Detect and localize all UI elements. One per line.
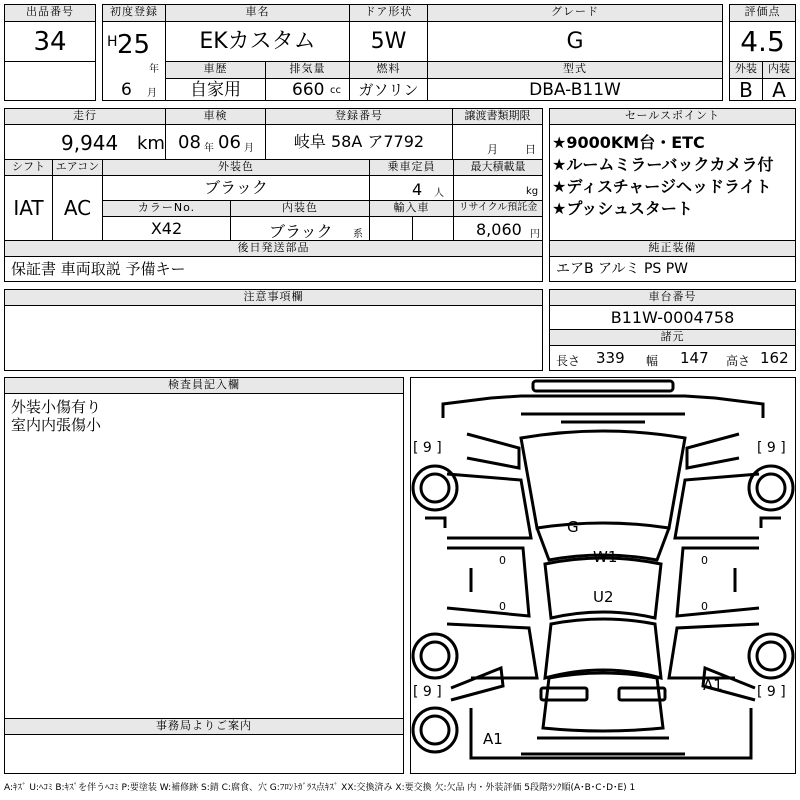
- damage-mark-a1-rear: A1: [483, 730, 503, 748]
- capacity-label: 乗車定員: [369, 159, 454, 176]
- transfer-label: 譲渡書類期限: [452, 108, 543, 125]
- dims-label: 諸元: [549, 329, 796, 346]
- tire-front-right: [ 9 ]: [757, 440, 786, 456]
- int-grade: A: [762, 78, 796, 101]
- dims-box: [549, 345, 796, 371]
- score-label: 評価点: [729, 4, 796, 22]
- car-name: EKカスタム: [165, 21, 350, 62]
- shift-label: シフト: [4, 159, 53, 176]
- load-label: 最大積載量: [453, 159, 543, 176]
- inspector-line-2: 室内内張傷小: [11, 416, 102, 434]
- color-label: 外装色: [102, 159, 370, 176]
- notes-label: 注意事項欄: [4, 289, 543, 306]
- chassis-number: B11W-0004758: [549, 305, 796, 330]
- length-label: 長さ: [556, 354, 581, 368]
- width-label: 幅: [646, 354, 659, 368]
- shift: IAT: [4, 175, 53, 241]
- intcolor-label: 内装色: [230, 200, 370, 217]
- inspector-area: [4, 393, 404, 719]
- reg-year-unit: 年: [149, 64, 159, 75]
- car-outline: [411, 378, 795, 773]
- recycle-label: リサイクル預託金: [453, 200, 543, 217]
- displacement-box: [265, 78, 350, 101]
- equipment: エアB アルミ PS PW: [549, 256, 796, 282]
- damage-mark-g: G: [567, 518, 579, 536]
- ext-grade: B: [729, 78, 763, 101]
- transfer-box: [452, 124, 543, 160]
- car-diagram: [410, 377, 796, 774]
- length: 339: [596, 349, 625, 367]
- fuel: ガソリン: [349, 78, 428, 101]
- inspection-box: [165, 124, 266, 160]
- insp-year: 08: [178, 132, 201, 153]
- import-label: 輸入車: [369, 200, 454, 217]
- sales-label: セールスポイント: [549, 108, 796, 125]
- plate-label: 登録番号: [265, 108, 453, 125]
- reg-month-unit: 月: [147, 88, 157, 99]
- load-unit: kg: [526, 186, 539, 197]
- lot-label: 出品番号: [4, 4, 96, 22]
- inspector-line-1: 外装小傷有り: [11, 398, 102, 416]
- import-box: [369, 216, 454, 241]
- legend: A:ｷｽﾞ U:ﾍｺﾐ B:ｷｽﾞを伴うﾍｺﾐ P:要塗装 W:補修跡 S:錆 C:腐食、穴 G:ﾌﾛﾝﾄｶﾞﾗｽ点ｷｽﾞ XX:交換済み X:要交換 欠:欠品 内・外装評価 5段階ﾗﾝｸ順(A･B･C･D･E) 1: [4, 783, 636, 793]
- displacement-label: 排気量: [265, 61, 350, 79]
- grade-label: グレード: [427, 4, 723, 22]
- mileage-box: [4, 124, 166, 160]
- equipment-label: 純正装備: [549, 240, 796, 257]
- tire-rear-right: [ 9 ]: [757, 684, 786, 700]
- height: 162: [760, 349, 789, 367]
- sales-point-1: ★9000KM台・ETC: [552, 133, 705, 152]
- model-label: 型式: [427, 61, 723, 79]
- intcolor-unit: 系: [353, 229, 363, 240]
- mark-zero-left-upper: 0: [499, 554, 506, 567]
- mileage-label: 走行: [4, 108, 166, 125]
- office-area: [4, 734, 404, 774]
- int-label: 内装: [762, 61, 796, 79]
- grade: G: [427, 21, 723, 62]
- capacity-unit: 人: [434, 188, 444, 199]
- history-label: 車歴: [165, 61, 266, 79]
- recycle: 8,060: [476, 220, 522, 239]
- first-reg-label: 初度登録: [102, 4, 166, 22]
- insp-month-unit: 月: [244, 143, 254, 154]
- mileage-unit: km: [137, 133, 165, 154]
- intcolor: ブラック: [269, 222, 333, 241]
- height-label: 高さ: [726, 354, 751, 368]
- intcolor-box: [230, 216, 370, 241]
- office-label: 事務局よりご案内: [4, 718, 404, 735]
- car-name-label: 車名: [165, 4, 350, 22]
- recycle-box: [453, 216, 543, 241]
- lot-number: 34: [4, 21, 96, 62]
- ac-label: エアコン: [52, 159, 103, 176]
- sales-point-2: ★ルームミラーバックカメラ付: [552, 155, 774, 174]
- inspector-label: 検査員記入欄: [4, 377, 404, 394]
- mark-zero-left-lower: 0: [499, 600, 506, 613]
- capacity: 4: [412, 180, 423, 199]
- capacity-box: [369, 175, 454, 201]
- ac: AC: [52, 175, 103, 241]
- colorno-label: カラーNo.: [102, 200, 231, 217]
- door-label: ドア形状: [349, 4, 428, 22]
- inspection-label: 車検: [165, 108, 266, 125]
- damage-mark-w1: W1: [593, 548, 618, 566]
- reg-month: 6: [121, 80, 132, 100]
- tire-front-left: [ 9 ]: [413, 440, 442, 456]
- lot-blank: [4, 61, 96, 101]
- load-box: [453, 175, 543, 201]
- history: 自家用: [165, 78, 266, 101]
- tire-rear-left: [ 9 ]: [413, 684, 442, 700]
- score: 4.5: [729, 21, 796, 62]
- mileage: 9,944: [61, 131, 119, 155]
- reg-year: 25: [117, 30, 151, 60]
- later-parts-label: 後日発送部品: [4, 240, 543, 257]
- plate: 岐阜 58A ア7792: [265, 124, 453, 160]
- sales-points: [549, 124, 796, 241]
- insp-month: 06: [218, 132, 241, 153]
- sales-point-4: ★プッシュスタート: [552, 199, 693, 218]
- model: DBA-B11W: [427, 78, 723, 101]
- displacement-unit: cc: [330, 85, 341, 96]
- colorno: X42: [102, 216, 231, 241]
- damage-mark-a1-side: A1: [703, 676, 723, 694]
- transfer-day: 日: [525, 143, 536, 156]
- color: ブラック: [102, 175, 370, 201]
- door-type: 5W: [349, 21, 428, 62]
- mark-zero-right-upper: 0: [701, 554, 708, 567]
- damage-mark-u2: U2: [593, 588, 614, 606]
- transfer-month: 月: [487, 143, 498, 156]
- recycle-unit: 円: [530, 229, 540, 240]
- chassis-label: 車台番号: [549, 289, 796, 306]
- notes-area: [4, 305, 543, 371]
- first-reg-box: [102, 21, 166, 101]
- fuel-label: 燃料: [349, 61, 428, 79]
- sales-point-3: ★ディスチャージヘッドライト: [552, 177, 772, 196]
- later-parts: 保証書 車両取説 予備キー: [4, 256, 543, 282]
- width: 147: [680, 349, 709, 367]
- displacement: 660: [292, 80, 325, 100]
- insp-year-unit: 年: [204, 143, 214, 154]
- era: H: [107, 34, 118, 50]
- mark-zero-right-lower: 0: [701, 600, 708, 613]
- ext-label: 外装: [729, 61, 763, 79]
